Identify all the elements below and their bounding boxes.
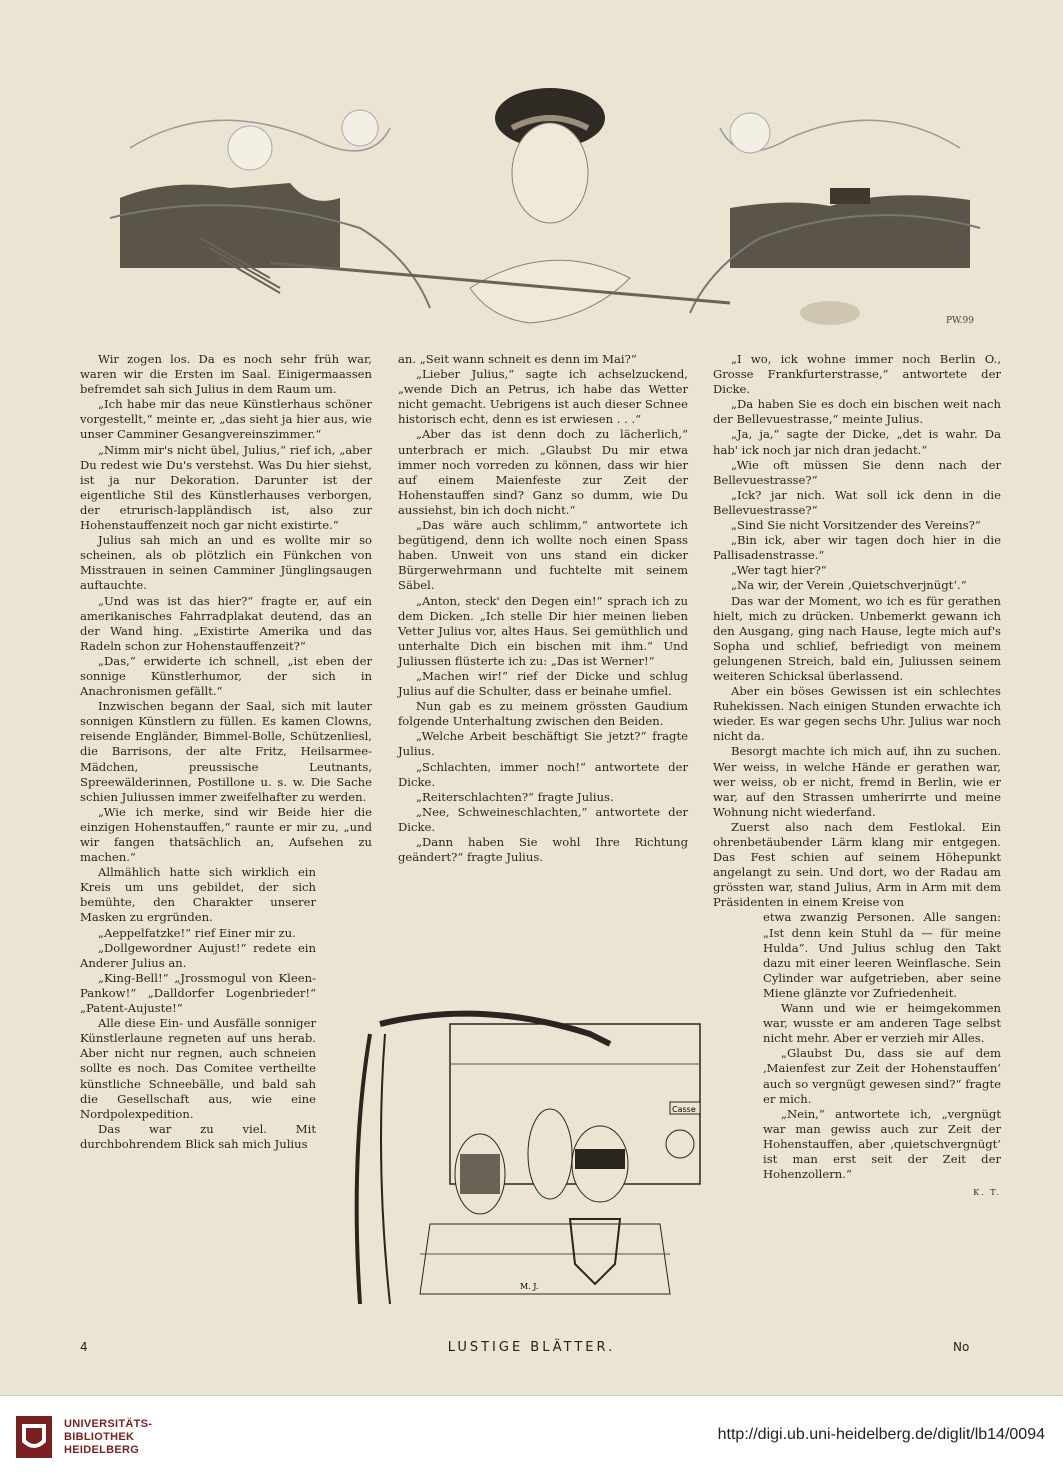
paragraph: „Wie ich merke, sind wir Beide hier die einzigen Hohenstauffen,“ raunte er mir zu, „und wir fangen thatsächlich an, Aufsehen zu machen.“	[80, 804, 372, 865]
paragraph: „Nimm mir's nicht übel, Julius,“ rief ich, „aber Du redest wie Du's verstehst. Was Du hier siehst, ist ja nur Dekoration. Darunter ist der eigentliche Stil des Künstlerhauses verborgen, der etrurisch-lappländisch ist, also zur Hohenstauffenzeit noch gar nicht existirte.“	[80, 442, 372, 533]
institution-line: UNIVERSITÄTS-	[64, 1418, 153, 1430]
paragraph: Aber ein böses Gewissen ist ein schlechtes Ruhekissen. Nach einigen Stunden erwachte ich wieder. Es war gegen sechs Uhr. Julius war noch nicht da.	[713, 684, 1001, 744]
paragraph: „Sind Sie nicht Vorsitzender des Vereins?“	[731, 518, 981, 533]
paragraph: „Ich habe mir das neue Künstlerhaus schöner vorgestellt,“ meinte er, „das sieht ja hier aus, wie unser Camminer Gesangvereinszimmer.“	[80, 397, 372, 442]
paragraph: „Anton, steck' den Degen ein!“ sprach ich zu dem Dicken. „Ich stelle Dir hier meinen lieben Vetter Julius vor, altes Haus. Sei gemüthlich und unterhalte Dich ein bischen mit ihm.“ Und Juliussen flüsterte ich zu: „Das ist Werner!“	[398, 593, 688, 668]
paragraph: „Lieber Julius,“ sagte ich achselzuckend, „wende Dich an Petrus, ich habe das Wetter nicht gemacht. Uebrigens ist auch dieser Schnee historisch echt, denn es ist erwiesen . . .“	[398, 367, 688, 427]
paragraph: Das war der Moment, wo ich es für gerathen hielt, mich zu drücken. Unbemerkt gewann ich den Ausgang, ging nach Hause, legte mich auf's Sopha und schlief, befriedigt von meinem gelungenen Streich, bald ein, Juliussen seinem weiteren Schicksal überlassend.	[713, 593, 1001, 683]
masthead: LUSTIGE BLÄTTER.	[447, 1340, 616, 1355]
paragraph: Nun gab es zu meinem grössten Gaudium folgende Unterhaltung zwischen den Beiden.	[398, 699, 688, 729]
paragraph: „Machen wir!“ rief der Dicke und schlug Julius auf die Schulter, dass er beinahe umfiel.	[398, 668, 688, 699]
column-1	[80, 352, 372, 1152]
paragraph: „Reiterschlachten?“ fragte Julius.	[416, 789, 614, 804]
paragraph: „Wer tagt hier?“	[731, 563, 827, 578]
paragraph: etwa zwanzig Personen. Alle sangen: „Ist denn kein Stuhl da — für meine Hulda“. Und Julius schlug den Takt dazu mit einer leeren Weinflasche. Sein Cylinder war aufgetrieben, aber seine Miene glänzte vor Zufriedenheit.	[763, 910, 1001, 1000]
paragraph: „Aeppelfatzke!“ rief Einer mir zu.	[98, 925, 296, 940]
paragraph: „Und was ist das hier?“ fragte er, auf ein amerikanisches Fahrradplakat deutend, das an der Wand hing. „Existirte Amerika und das Radeln schon zur Hohenstauffenzeit?“	[80, 593, 372, 653]
illustration-drawing	[330, 1004, 755, 1304]
column-3	[713, 352, 1001, 1200]
paragraph: „Das wäre auch schlimm,“ antwortete ich begütigend, denn ich wollte noch einen Spass haben. Unweit von uns stand ein dicker Bürgerwehrmann und fuchtelte mit seinem Säbel.	[398, 518, 688, 593]
paragraph: Das war zu viel. Mit durchbohrendem Blick sah mich Julius	[80, 1121, 316, 1151]
institution-line: HEIDELBERG	[64, 1444, 140, 1456]
paragraph: „Ick? jar nich. Wat soll ick denn in die Bellevuestrasse?“	[713, 487, 1001, 517]
paragraph: „King-Bell!“ „Jrossmogul von Kleen-Pankow!“ „Dalldorfer Logenbrieder!“ „Patent-Aujuste!“	[80, 970, 316, 1016]
paragraph: Wann und wie er heimgekommen war, wusste er am anderen Tage selbst nicht mehr. Aber er verzieh mir Alles.	[763, 1001, 1001, 1046]
casse-sign: Casse	[672, 1105, 696, 1114]
paragraph: „Dollgewordner Aujust!“ redete ein Anderer Julius an.	[80, 940, 316, 970]
paragraph: „Bin ick, aber wir tagen doch hier in die Pallisadenstrasse.“	[713, 533, 1001, 563]
paragraph: „Na wir, der Verein ‚Quietschverjnügt‘.“	[731, 578, 967, 593]
paragraph: „Schlachten, immer noch!“ antwortete der Dicke.	[398, 759, 688, 789]
paragraph: „Das,“ erwiderte ich schnell, „ist eben der sonnige Künstlerhumor, der sich in Anachronismen gefällt.“	[80, 653, 372, 699]
paragraph: Allmählich hatte sich wirklich ein Kreis um uns gebildet, der sich bemühte, den Charakter unserer Masken zu ergründen.	[80, 865, 316, 925]
paragraph: an. „Seit wann schneit es denn im Mai?“	[398, 352, 637, 366]
artist-mark: M. J.	[520, 1282, 539, 1291]
paragraph: „Wie oft müssen Sie denn nach der Bellevuestrasse?“	[713, 457, 1001, 487]
paragraph: Alle diese Ein- und Ausfälle sonniger Künstlerlaune regneten auf uns herab. Aber nicht nur regnen, auch schneien sollte es noch. Das Comitee vertheilte künstliche Schneebälle, und bald sah die Gesellschaft aus, wie eine Nordpolexpedition.	[80, 1016, 316, 1121]
paragraph: „Ja, ja,“ sagte der Dicke, „det is wahr. Da hab' ick noch jar nich dran jedacht.“	[713, 427, 1001, 457]
paragraph: „Da haben Sie es doch ein bischen weit nach der Bellevuestrasse,“ meinte Julius.	[713, 397, 1001, 427]
column-2	[398, 352, 688, 865]
paragraph: „Nee, Schweineschlachten,“ antwortete der Dicke.	[398, 804, 688, 834]
issue-label: No	[953, 1340, 970, 1354]
paragraph: Besorgt machte ich mich auf, ihn zu suchen. Wer weiss, in welche Hände er gerathen war, wer weiss, ob er nicht, fremd in Berlin, wie er war, auf den Strassen umherirrte und meine Wohnung nicht wiederfand.	[713, 744, 1001, 819]
author-signature: K. T.	[973, 1188, 1001, 1198]
paragraph: „Dann haben Sie wohl Ihre Richtung geändert?“ fragte Julius.	[398, 835, 688, 865]
paragraph: „I wo, ick wohne immer noch Berlin O., Grosse Frankfurterstrasse,“ antwortete der Dicke.	[713, 352, 1001, 397]
paragraph: Zuerst also nach dem Festlokal. Ein ohrenbetäubender Lärm klang mir entgegen. Das Fest schien auf seinem Höhepunkt angelangt zu sein. Und dort, wo der Radau am grössten war, stand Julius, Arm in Arm mit dem Präsidenten in einem Kreise von	[713, 819, 1001, 910]
banner-illustration	[110, 88, 980, 328]
banner-signature: PW.99	[945, 316, 974, 326]
paragraph: Julius sah mich an und es wollte mir so scheinen, als ob plötzlich ein Fünkchen von Misstrauen in seinen Camminer Jünglingsaugen auftauchte.	[80, 533, 372, 593]
column-1-narrow	[80, 865, 316, 1152]
permalink-url[interactable]: http://digi.ub.uni-heidelberg.de/diglit/lb14/0094	[717, 1426, 1045, 1443]
paragraph: „Nein,“ antwortete ich, „vergnügt war man gewiss auch zur Zeit der Hohenstauffen, aber ‚quietschvergnügt‘ ist man erst seit der Zeit der Hohenzollern.“	[763, 1106, 1001, 1182]
page-number: 4	[80, 1340, 88, 1354]
institution-name	[64, 1418, 152, 1457]
university-seal-icon	[14, 1414, 54, 1460]
paragraph: „Glaubst Du, dass sie auf dem ‚Maienfest zur Zeit der Hohenstauffen‘ auch so vergnügt gewesen sind?“ fragte er mich.	[763, 1046, 1001, 1106]
paragraph: Wir zogen los. Da es noch sehr früh war, waren wir die Ersten im Saal. Einigermaassen befremdet sah sich Julius in dem Raum um.	[80, 352, 372, 397]
column-3-indented	[713, 910, 1001, 1198]
page-footer	[0, 1340, 1063, 1360]
paragraph: „Aber das ist denn doch zu lächerlich,“ unterbrach er mich. „Glaubst Du mir etwa immer noch vorreden zu können, dass wir hier auf einem Maienfeste zur Zeit der Hohenstauffen sind? Ganz so dumm, wie Du aussiehst, bin ich doch nicht.“	[398, 427, 688, 517]
paragraph: Inzwischen begann der Saal, sich mit lauter sonnigen Künstlern zu füllen. Es kamen Clowns, reisende Engländer, Bimmel-Bolle, Schützenliesl, die Barrisons, der alte Fritz, Heilsarmee-Mädchen, preussische Leutnants, Spreewälderinnen, Postillone u. s. w. Die Sache schien Juliussen immer zweifelhafter zu werden.	[80, 699, 372, 804]
institution-line: BIBLIOTHEK	[64, 1431, 135, 1443]
paragraph: „Welche Arbeit beschäftigt Sie jetzt?“ fragte Julius.	[398, 729, 688, 759]
stage-illustration	[330, 1004, 755, 1304]
viewer-bar	[0, 1395, 1063, 1482]
art-nouveau-banner	[110, 88, 980, 328]
